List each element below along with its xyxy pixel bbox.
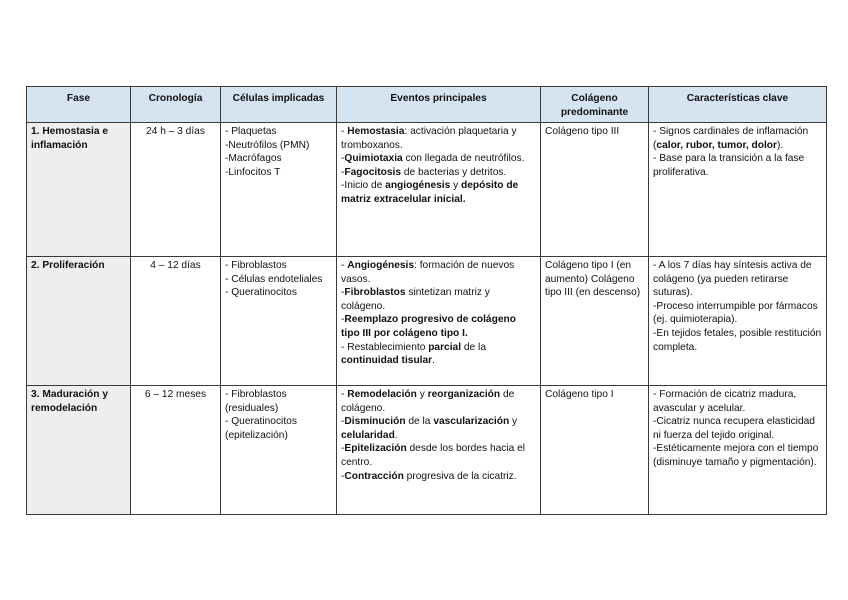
cell-line: -Contracción progresiva de la cicatriz. [341,470,517,482]
colageno-cell: Colágeno tipo I (en aumento) Colágeno tipo III (en descenso) [541,257,649,386]
cell-line: -Cicatriz nunca recupera elasticidad ni fuerza del tejido original. [653,416,815,441]
cell-line: -Inicio de angiogénesis y depósito de matriz extracelular inicial. [341,180,519,205]
cell-line: -Macrófagos [225,153,282,165]
phase-cell: 3. Maduración y remodelación [27,386,131,515]
header-caracteristicas: Características clave [649,87,827,123]
cell-line: -Quimiotaxia con llegada de neutrófilos. [341,153,525,165]
caracteristicas-cell [649,386,827,515]
cell-line: -Proceso interrumpible por fármacos (ej. quimioterapia). [653,300,818,326]
celulas-cell [221,257,337,386]
cell-line: -Epitelización desde los bordes hacia el centro. [341,443,526,468]
header-colageno: Colágeno predominante [541,87,649,123]
celulas-cell [221,386,337,515]
cell-line: - A los 7 días hay síntesis activa de colágeno (ya pueden retirarse suturas). [653,260,812,299]
cell-line: - Queratinocitos [225,287,297,299]
cell-line: - Células endoteliales [225,273,323,285]
cell-line: - Angiogénesis: formación de nuevos vasos. [341,260,515,285]
cell-line: -Disminución de la vascularización y celularidad. [341,416,518,441]
colageno-cell: Colágeno tipo III [541,123,649,257]
cell-line: - Remodelación y reorganización de colágeno. [341,389,515,414]
cell-line: - Fibroblastos [225,260,287,271]
cell-line: -En tejidos fetales, posible restitución completa. [653,327,822,353]
cell-line: -Neutrófilos (PMN) [225,139,310,151]
eventos-cell [337,257,541,386]
table-row [27,123,827,257]
header-celulas: Células implicadas [221,87,337,123]
cell-line: - Base para la transición a la fase proliferativa. [653,153,805,178]
healing-phases-table [26,86,827,515]
cell-line: -Fibroblastos sintetizan matriz y colágeno. [341,287,490,312]
colageno-cell: Colágeno tipo I [541,386,649,515]
cell-line: - Hemostasia: activación plaquetaria y tromboxanos. [341,126,517,151]
cell-line: - Restablecimiento parcial de la continuidad tisular. [341,341,486,367]
caracteristicas-cell [649,257,827,386]
celulas-cell [221,123,337,257]
phase-cell: 2. Proliferación [27,257,131,386]
phase-cell: 1. Hemostasia e inflamación [27,123,131,257]
header-cronologia: Cronología [131,87,221,123]
table-row [27,257,827,386]
caracteristicas-cell [649,123,827,257]
cell-line: - Queratinocitos (epitelización) [225,416,297,441]
cell-line: -Fagocitosis de bacterias y detritos. [341,166,507,178]
cronologia-cell: 4 – 12 días [131,257,221,386]
cronologia-cell: 6 – 12 meses [131,386,221,515]
eventos-cell [337,123,541,257]
cell-line: -Estéticamente mejora con el tiempo (disminuye tamaño y pigmentación). [653,443,819,468]
cell-line: - Signos cardinales de inflamación (calor, rubor, tumor, dolor). [653,126,809,151]
cell-line: -Linfocitos T [225,166,281,178]
header-eventos: Eventos principales [337,87,541,123]
cell-line: - Formación de cicatriz madura, avascular y acelular. [653,389,797,414]
header-row [27,87,827,123]
eventos-cell [337,386,541,515]
cell-line: - Fibroblastos (residuales) [225,389,287,414]
cell-line: - Plaquetas [225,126,277,137]
cell-line: -Reemplazo progresivo de colágeno tipo III por colágeno tipo I. [341,314,516,339]
header-fase: Fase [27,87,131,123]
cronologia-cell: 24 h – 3 días [131,123,221,257]
table-row [27,386,827,515]
